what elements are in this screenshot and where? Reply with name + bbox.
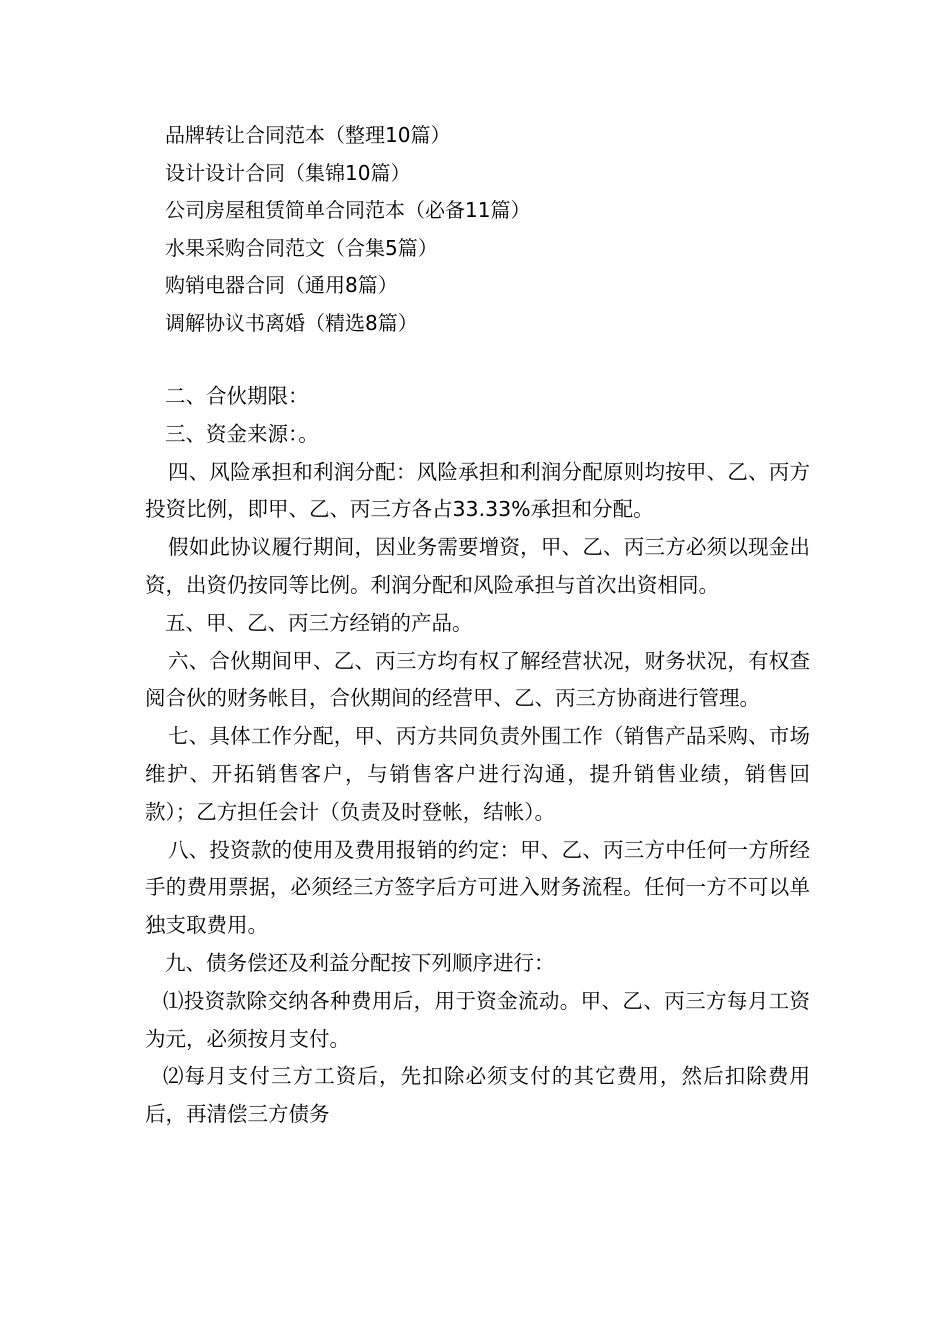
- clause-funding-source: 三、资金来源：。: [165, 421, 319, 446]
- related-article-link[interactable]: 水果采购合同范文（合集5篇）: [165, 235, 438, 260]
- clause-expenses: 八、投资款的使用及费用报销的约定：甲、乙、丙三方中任何一方所经手的费用票据，必须经三方签字后方可进入财务流程。任何一方不可以单独支取费用。: [145, 837, 810, 938]
- clause-risk-profit: 四、风险承担和利润分配：风险承担和利润分配原则均按甲、乙、丙方投资比例，即甲、乙、丙三方各占33.33%承担和分配。: [145, 459, 810, 522]
- related-article-link[interactable]: 品牌转让合同范本（整理10篇）: [165, 123, 451, 147]
- related-article-link[interactable]: 购销电器合同（通用8篇）: [165, 273, 398, 297]
- clause-term: 二、合伙期限：: [165, 384, 309, 408]
- clause-products: 五、甲、乙、丙三方经销的产品。: [165, 610, 473, 635]
- clause-capital-increase: 假如此协议履行期间，因业务需要增资，甲、乙、丙三方必须以现金出资，出资仍按同等比例。利润分配和风险承担与首次出资相同。: [145, 535, 810, 597]
- related-articles-list: [165, 117, 845, 342]
- clause-debt-order: 九、债务偿还及利益分配按下列顺序进行：: [165, 950, 555, 975]
- clause-debt-item-2: ⑵每月支付三方工资后，先扣除必须支付的其它费用，然后扣除费用后，再清偿三方债务: [145, 1064, 810, 1127]
- related-article-link[interactable]: 设计设计合同（集锦10篇）: [165, 160, 411, 185]
- clause-debt-item-1: ⑴投资款除交纳各种费用后，用于资金流动。甲、乙、丙三方每月工资为元，必须按月支付。: [145, 988, 810, 1051]
- related-article-link[interactable]: 调解协议书离婚（精选8篇）: [165, 310, 418, 335]
- related-article-link[interactable]: 公司房屋租赁简单合同范本（必备11篇）: [165, 198, 531, 222]
- contract-body: [145, 378, 810, 1134]
- clause-work-division: 七、具体工作分配，甲、丙方共同负责外围工作（销售产品采购、市场维护、开拓销售客户，与销售客户进行沟通，提升销售业绩，销售回款）；乙方担任会计（负责及时登帐，结帐）。: [145, 724, 810, 824]
- clause-management: 六、合伙期间甲、乙、丙三方均有权了解经营状况，财务状况，有权查阅合伙的财务帐目，合伙期间的经营甲、乙、丙三方协商进行管理。: [145, 648, 810, 711]
